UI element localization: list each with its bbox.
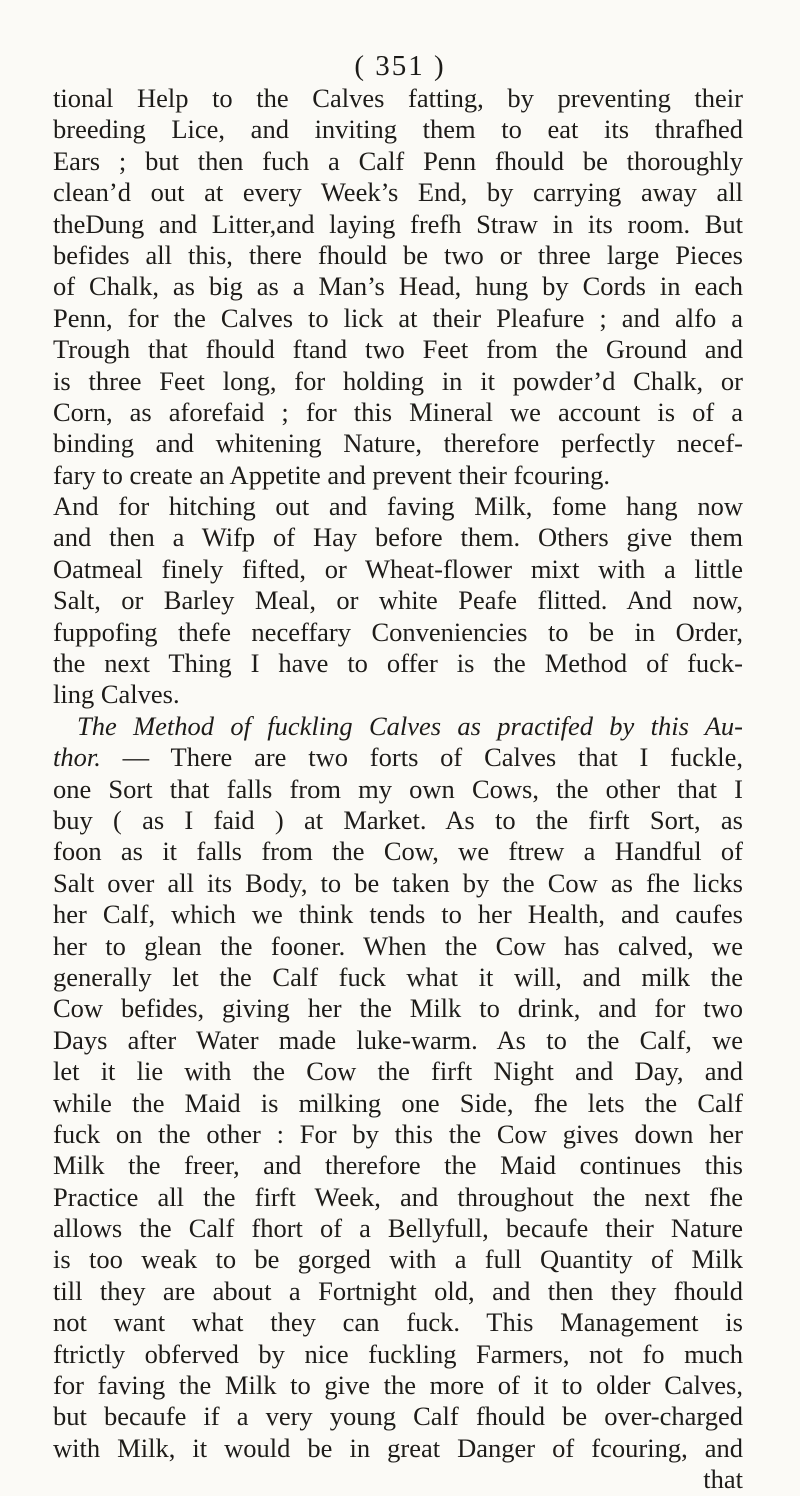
text-line: and then a Wifp of Hay before them. Others give them	[53, 522, 743, 553]
text-line: Salt, or Barley Meal, or white Peafe flitted. And now,	[53, 585, 743, 616]
text-line: binding and whitening Nature, therefore perfectly necef-	[53, 428, 743, 459]
text-line: allows the Calf fhort of a Bellyfull, becaufe their Nature	[53, 1213, 743, 1244]
text-line: buy ( as I faid ) at Market. As to the firft Sort, as	[53, 804, 743, 835]
text-line: ftrictly obferved by nice fuckling Farmers, not fo much	[53, 1338, 743, 1369]
text-line: tional Help to the Calves fatting, by preventing their	[53, 83, 743, 113]
text-line: let it lie with the Cow the firft Night and Day, and	[53, 1056, 743, 1087]
text-line: is three Feet long, for holding in it powder’d Chalk, or	[53, 365, 743, 396]
text-line: Oatmeal finely fifted, or Wheat-flower mixt with a little	[53, 553, 743, 584]
text-line: fuppofing thefe neceffary Conveniencies to be in Order,	[53, 616, 743, 647]
text-line: for faving the Milk to give the more of it to older Calves,	[53, 1370, 743, 1401]
text-line: breeding Lice, and inviting them to eat its thrafhed	[53, 114, 743, 145]
text-line: while the Maid is milking one Side, fhe lets the Calf	[53, 1087, 743, 1118]
text-line: foon as it falls from the Cow, we ftrew a Handful of	[53, 836, 743, 867]
text-line: Salt over all its Body, to be taken by the Cow as fhe licks	[53, 867, 743, 898]
text-line: And for hitching out and faving Milk, fome hang now	[53, 491, 743, 522]
text-line: befides all this, there fhould be two or three large Pieces	[53, 239, 743, 270]
heading-tail: thor.	[53, 742, 101, 773]
text-line: Milk the freer, and therefore the Maid continues this	[53, 1150, 743, 1181]
text-line: fuck on the other : For by this the Cow gives down her	[53, 1118, 743, 1149]
text-line: Practice all the firft Week, and throughout the next fhe	[53, 1181, 743, 1212]
text-line: Days after Water made luke-warm. As to the Calf, we	[53, 1024, 743, 1055]
text-line: theDung and Litter,and laying frefh Straw in its room. But	[53, 208, 743, 239]
body-text	[53, 83, 743, 1496]
page-number: ( 351 )	[354, 50, 446, 82]
text-line: fary to create an Appetite and prevent their fcouring.	[53, 459, 610, 490]
text-line: Penn, for the Calves to lick at their Pleafure ; and alfo a	[53, 302, 743, 333]
text-line: her to glean the fooner. When the Cow has calved, we	[53, 930, 743, 961]
catchword: that	[703, 1464, 743, 1495]
text-line: her Calf, which we think tends to her Health, and caufes	[53, 899, 743, 930]
text-line: till they are about a Fortnight old, and then they fhould	[53, 1275, 743, 1306]
text-line: the next Thing I have to offer is the Method of fuck-	[53, 648, 743, 679]
text-line: but becaufe if a very young Calf fhould be over-charged	[53, 1401, 743, 1432]
text-line: is too weak to be gorged with a full Quantity of Milk	[53, 1244, 743, 1275]
text-line: with Milk, it would be in great Danger of fcouring, and	[53, 1432, 743, 1463]
text-line: Cow befides, giving her the Milk to drink, and for two	[53, 993, 743, 1024]
text-line: not want what they can fuck. This Management is	[53, 1307, 743, 1338]
text-line: Corn, as aforefaid ; for this Mineral we account is of a	[53, 396, 743, 427]
text-line: generally let the Calf fuck what it will, and milk the	[53, 961, 743, 992]
section-heading-continuation	[53, 742, 743, 773]
heading-rest: — There are two forts of Calves that I fuckle,	[100, 742, 743, 773]
text-line: Ears ; but then fuch a Calf Penn fhould be thoroughly	[53, 145, 743, 176]
text-line: of Chalk, as big as a Man’s Head, hung by Cords in each	[53, 271, 743, 302]
text-line: Trough that fhould ftand two Feet from the Ground and	[53, 334, 743, 365]
text-line: ling Calves.	[53, 679, 180, 710]
text-line: one Sort that falls from my own Cows, the other that I	[53, 773, 743, 804]
section-heading: The Method of fuckling Calves as practifed by this Au-	[77, 710, 743, 741]
text-line: clean’d out at every Week’s End, by carrying away all	[53, 177, 743, 208]
